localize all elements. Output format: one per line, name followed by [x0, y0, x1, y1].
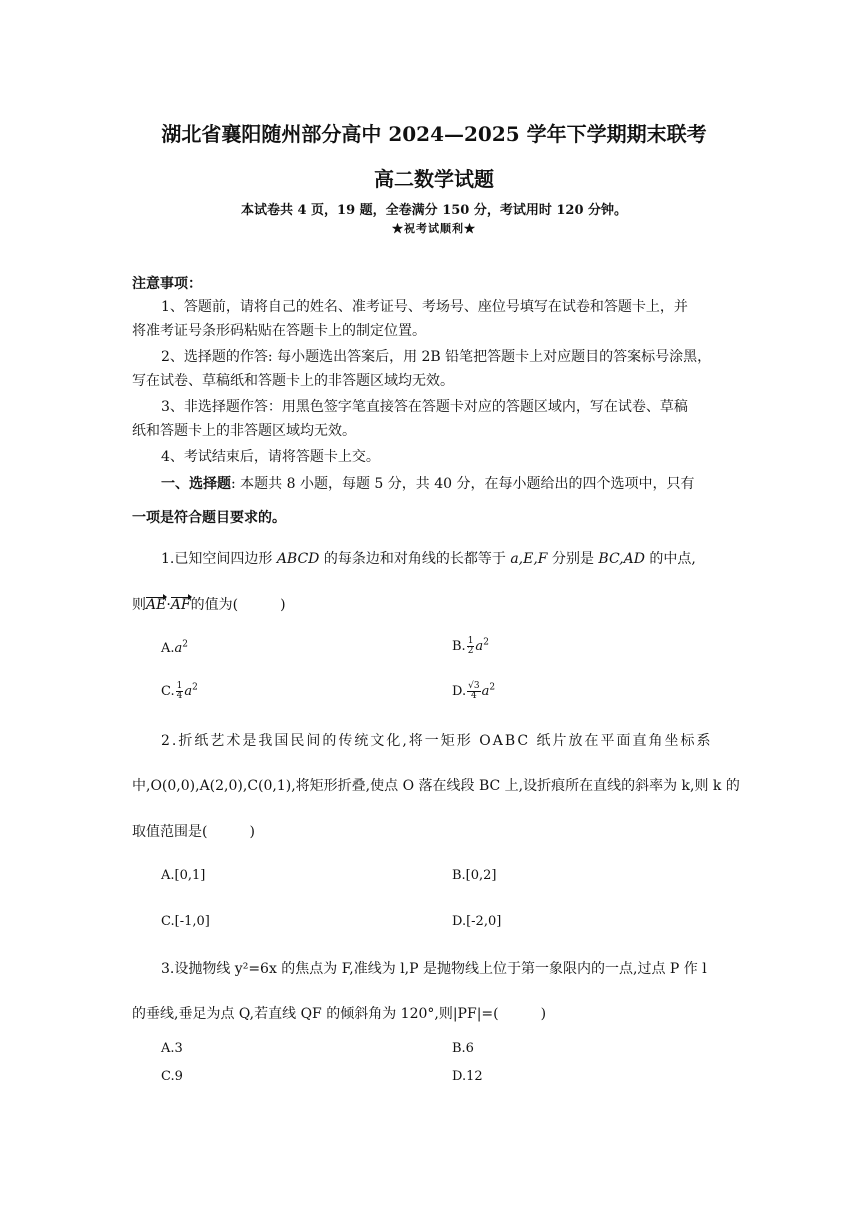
section-desc-2: 一项是符合题目要求的。: [132, 510, 286, 526]
notice-line: 4、考试结束后，请将答题卡上交。: [161, 449, 380, 465]
exam-wish: ★祝考试顺利★: [392, 222, 476, 235]
q2-option-c[interactable]: C.[-1,0]: [161, 914, 210, 929]
exam-subtitle: 高二数学试题: [374, 167, 494, 191]
math-exp: 2: [192, 682, 198, 693]
math-exp: 2: [483, 637, 489, 648]
q3-stem-line1: 3.设抛物线 y²=6x 的焦点为 F,准线为 l,P 是抛物线上位于第一象限内的一点,过点 P 作 l: [161, 961, 707, 977]
section-desc: : 本题共 8 小题，每题 5 分，共 40 分，在每小题给出的四个选项中，只有: [231, 476, 695, 492]
option-label: C.: [161, 684, 175, 699]
q1-text: 的中点,: [644, 551, 696, 567]
q3-stem-line2: 的垂线,垂足为点 Q,若直线 QF 的倾斜角为 120°,则|PF|=( ): [132, 1006, 547, 1022]
q1-abcd: ABCD: [276, 551, 320, 567]
fraction: [467, 637, 475, 656]
q1-option-b[interactable]: [452, 637, 489, 656]
math-var: a: [481, 684, 490, 699]
q1-bcad: BC,AD: [598, 551, 645, 567]
denominator: 2: [467, 646, 474, 656]
section-heading: [161, 473, 695, 493]
numerator: √3: [468, 681, 480, 691]
fraction: [467, 682, 480, 701]
math-var: a: [475, 639, 484, 654]
q2-option-d[interactable]: D.[-2,0]: [452, 914, 502, 929]
q1-text: 1.已知空间四边形: [161, 551, 277, 567]
notice-line: 写在试卷、草稿纸和答题卡上的非答题区域均无效。: [132, 373, 454, 389]
q1-option-a[interactable]: [161, 641, 188, 656]
denominator: 4: [470, 691, 477, 701]
q2-stem-line3: 取值范围是( ): [132, 824, 255, 840]
notice-line: 将准考证号条形码粘贴在答题卡上的制定位置。: [132, 323, 426, 339]
option-label: B.: [452, 639, 466, 654]
notice-line: 2、选择题的作答: 每小题选出答案后，用 2B 铅笔把答题卡上对应题目的答案标号涂黑，: [161, 349, 712, 365]
math-exp: 2: [182, 639, 189, 650]
vector-af-label: AF: [170, 597, 191, 613]
q2-option-b[interactable]: B.[0,2]: [452, 868, 497, 883]
q1-text: 则: [132, 597, 146, 613]
q2-option-a[interactable]: A.[0,1]: [161, 868, 206, 883]
q2-stem-line2: 中,O(0,0),A(2,0),C(0,1),将矩形折叠,使点 O 落在线段 BC 上,设折痕所在直线的斜率为 k,则 k 的: [132, 778, 740, 794]
vector-ae-label: AE: [146, 597, 167, 613]
q1-option-d[interactable]: [452, 682, 495, 701]
q1-text: 的值为( ): [190, 597, 286, 613]
q1-stem-line2: [132, 594, 286, 614]
q1-option-c[interactable]: [161, 682, 198, 701]
q3-option-b[interactable]: B.6: [452, 1041, 474, 1056]
q2-stem-line1: 2.折纸艺术是我国民间的传统文化,将一矩形 OABC 纸片放在平面直角坐标系: [161, 733, 713, 749]
math-var: a: [174, 641, 183, 656]
denominator: 4: [176, 691, 183, 701]
q3-option-a[interactable]: A.3: [161, 1041, 183, 1056]
q1-stem-line1: [161, 548, 696, 568]
notice-line: 1、答题前，请将自己的姓名、准考证号、考场号、座位号填写在试卷和答题卡上，并: [161, 299, 688, 315]
numerator: 1: [176, 681, 183, 691]
math-exp: 2: [489, 682, 496, 693]
exam-title: 湖北省襄阳随州部分高中 2024—2025 学年下学期期末联考: [161, 122, 707, 146]
notice-line: 3、非选择题作答：用黑色签字笔直接答在答题卡对应的答题区域内，写在试卷、草稿: [161, 399, 688, 415]
q3-option-c[interactable]: C.9: [161, 1069, 183, 1084]
vector-ae: [146, 597, 166, 612]
q1-text: 分别是: [547, 551, 599, 567]
option-label: A.: [161, 641, 175, 656]
vector-af: [171, 597, 191, 612]
numerator: 1: [467, 636, 474, 646]
q1-text: 的每条边和对角线的长都等于: [319, 551, 511, 567]
exam-info: 本试卷共 4 页，19 题，全卷满分 150 分，考试用时 120 分钟。: [240, 203, 628, 218]
q1-vars: a,E,F: [510, 551, 548, 567]
notice-heading: 注意事项：: [132, 276, 202, 292]
fraction: [176, 682, 184, 701]
notice-line: 纸和答题卡上的非答题区域均无效。: [132, 423, 356, 439]
math-var: a: [184, 684, 193, 699]
section-label: 一、选择题: [161, 476, 231, 492]
dot-operator: ·: [166, 597, 171, 613]
q3-option-d[interactable]: D.12: [452, 1069, 483, 1084]
option-label: D.: [452, 684, 467, 699]
